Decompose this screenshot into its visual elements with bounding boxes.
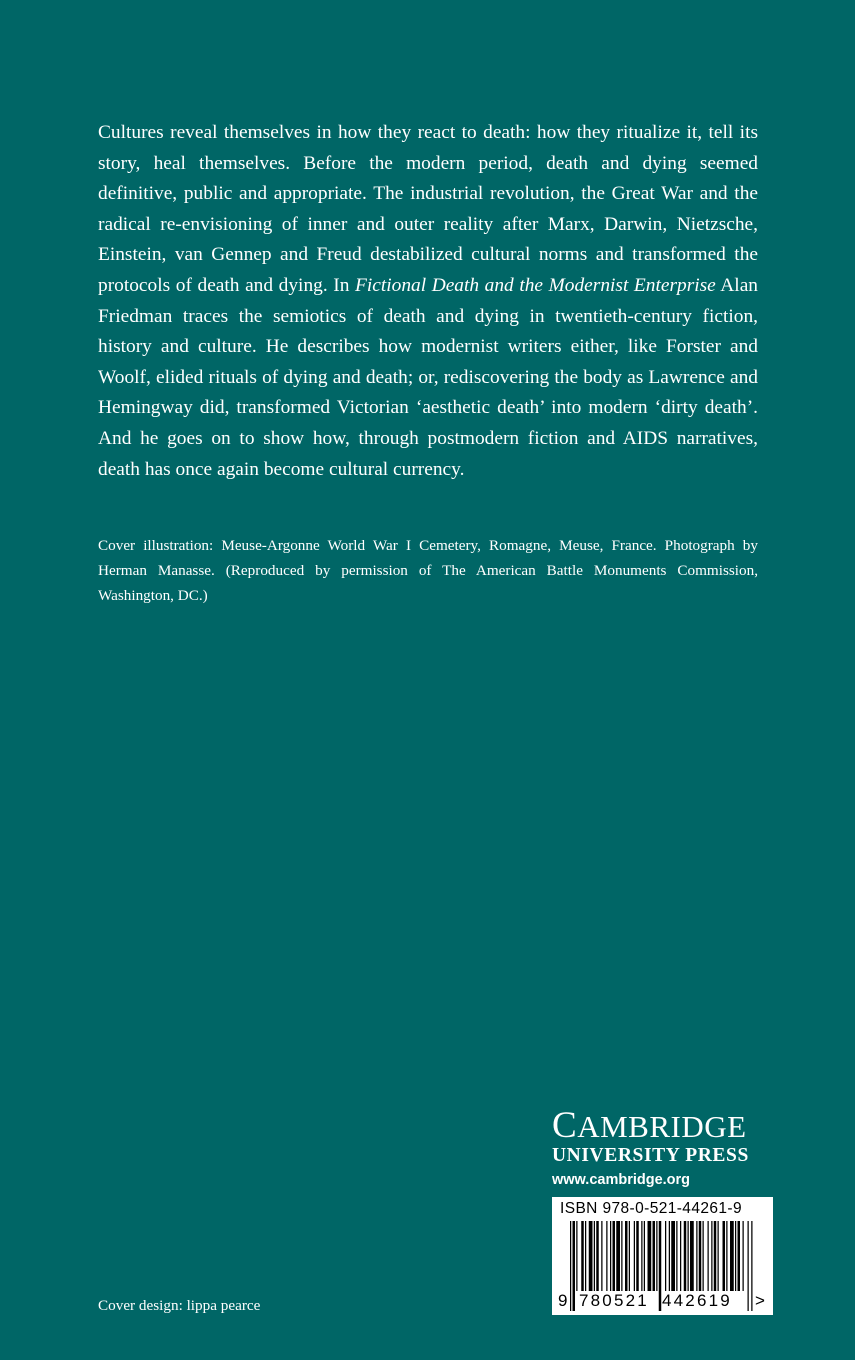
publisher-name (552, 1105, 774, 1146)
barcode-bar (669, 1221, 670, 1291)
back-cover-blurb (98, 118, 758, 485)
barcode-bar (653, 1221, 656, 1291)
barcode-bar (601, 1221, 602, 1291)
barcode-bar (656, 1221, 657, 1291)
barcode-bar (680, 1221, 681, 1291)
barcode-bar (581, 1221, 584, 1291)
barcode-bar (735, 1221, 736, 1291)
blurb-text-part1: Cultures reveal themselves in how they react to death: how they ritualize it, tell its story, heal themselves. Before the modern period, death and dying seemed definitive, public and appropriate. The industrial revolution, the Great War and the radical re-envisioning of inner and outer reality after Marx, Darwin, Nietzsche, Einstein, van Gennep and Freud destabilized cultural norms and transformed the protocols of death and dying. In (98, 122, 758, 296)
barcode-bar (730, 1221, 734, 1291)
barcode-bar (696, 1221, 697, 1291)
publisher-name-rest: AMBRIDGE (577, 1109, 747, 1144)
cover-design-credit: Cover design: lippa pearce (98, 1297, 261, 1314)
barcode-bar (576, 1221, 577, 1291)
blurb-text-part2: Alan Friedman traces the semiotics of death and dying in twentieth-century fiction, history and culture. He describes how modernist writers either, like Forster and Woolf, elided rituals of dying and death; or, rediscovering the body as Lawrence and Hemingway did, transformed Victorian ‘aesthetic death’ into modern ‘dirty death’. And he goes on to show how, through postmodern fiction and AIDS narratives, death has once again become cultural currency. (98, 274, 758, 480)
barcode-bar (714, 1221, 717, 1291)
barcode-bar (703, 1221, 704, 1291)
publisher-url: www.cambridge.org (552, 1172, 691, 1188)
barcode-bar (634, 1221, 635, 1291)
barcode-bar (738, 1221, 741, 1291)
barcode-bar (621, 1221, 622, 1291)
barcode-bar (684, 1221, 687, 1291)
barcode-bar (606, 1221, 607, 1291)
barcode-bar (699, 1221, 702, 1291)
barcode-bar (659, 1221, 662, 1311)
barcode-bar (636, 1221, 639, 1291)
barcode-bar (585, 1221, 586, 1291)
isbn-label: ISBN 978-0-521-44261-9 (560, 1200, 742, 1217)
barcode-bar (594, 1221, 595, 1291)
barcode-bar (708, 1221, 709, 1291)
barcode-bar (573, 1221, 576, 1311)
barcode-bar (589, 1221, 593, 1291)
barcode-bar (665, 1221, 666, 1291)
barcode-bar (743, 1221, 744, 1291)
publisher-subtitle: UNIVERSITY PRESS (552, 1145, 749, 1166)
barcode-digits-group2: 442619 (662, 1291, 732, 1310)
barcode-bar (748, 1221, 749, 1311)
isbn-barcode (552, 1197, 773, 1315)
publisher-logo (552, 1105, 774, 1191)
barcode-bar (751, 1221, 752, 1311)
barcode-bar (641, 1221, 642, 1291)
barcode-bar (644, 1221, 645, 1291)
barcode-digits-group1: 780521 (579, 1291, 649, 1310)
barcode-bar (690, 1221, 694, 1291)
barcode-bar (671, 1221, 675, 1291)
barcode-bar (616, 1221, 620, 1291)
cover-illustration-credit: Cover illustration: Meuse-Argonne World War I Cemetery, Romagne, Meuse, France. Photograph by Herman Manasse. (Reproduced by permission of The American Battle Monuments Commission, Washington, DC.) (98, 537, 758, 604)
barcode-bar (629, 1221, 630, 1291)
barcode-bar (726, 1221, 727, 1291)
barcode-bar (596, 1221, 599, 1291)
barcode-bar (648, 1221, 652, 1291)
barcode-bar (723, 1221, 726, 1291)
barcode-bar (570, 1221, 571, 1311)
barcode-bar (625, 1221, 628, 1291)
book-title-italic: Fictional Death and the Modernist Enterprise (355, 274, 716, 296)
barcode-lead-digit: 9 (558, 1291, 568, 1310)
barcode-bar (676, 1221, 677, 1291)
barcode-arrow: > (755, 1291, 765, 1310)
barcode-bar (610, 1221, 611, 1291)
barcode-bar (688, 1221, 689, 1291)
barcode-bar (613, 1221, 616, 1291)
barcode-bar (718, 1221, 719, 1291)
barcode-bar (711, 1221, 712, 1291)
publisher-name-initial: C (552, 1105, 578, 1146)
